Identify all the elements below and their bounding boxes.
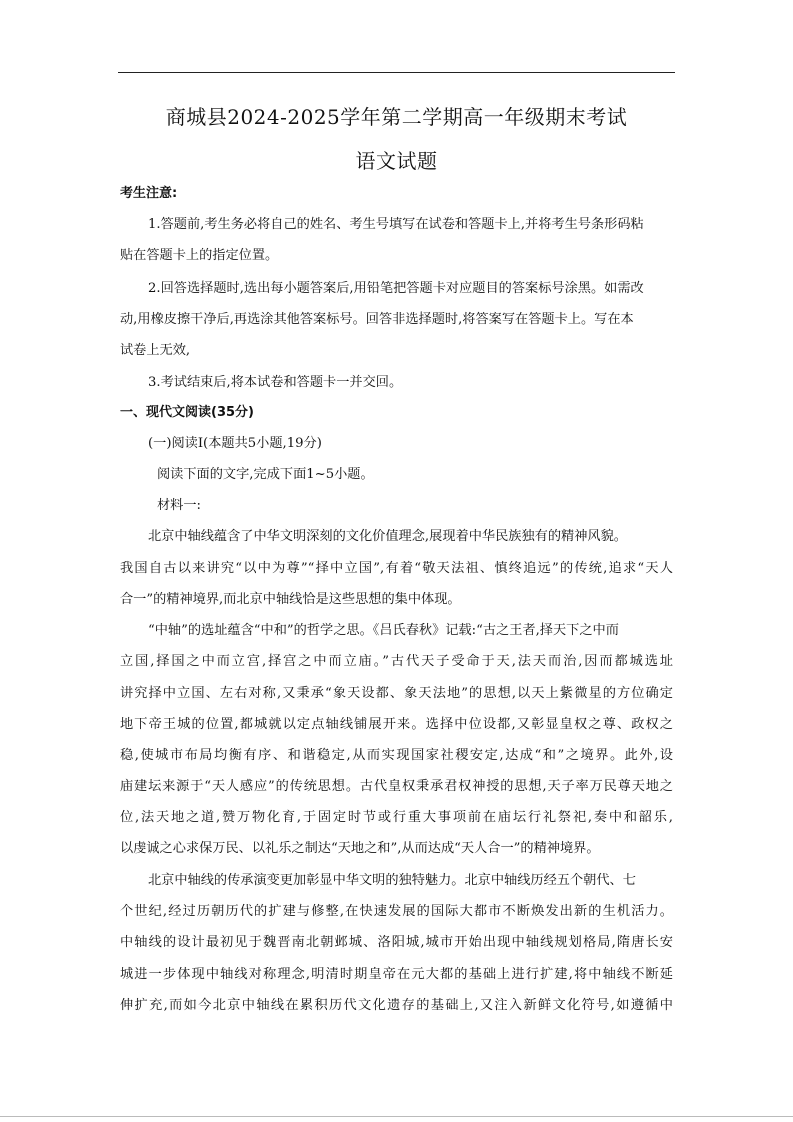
notice-line: 1.答题前,考生务必将自己的姓名、考生号填写在试卷和答题卡上,并将考生号条形码粘 bbox=[148, 217, 644, 232]
passage-line: 中轴线的设计最初见于魏晋南北朝邺城、洛阳城,城市开始出现中轴线规划格局,隋唐长安 bbox=[120, 935, 673, 950]
bottom-rule bbox=[0, 1116, 793, 1117]
passage-line: 稳,使城市布局均衡有序、和谐稳定,从而实现国家社稷安定,达成“和”之境界。此外,设 bbox=[120, 748, 673, 763]
passage-line: 位,法天地之道,赞万物化育,于固定时节或行重大事项前在庙坛行礼祭祀,奏中和韶乐, bbox=[120, 810, 673, 825]
notice-line: 动,用橡皮擦干净后,再选涂其他答案标号。回答非选择题时,将答案写在答题卡上。写在本 bbox=[120, 312, 634, 327]
exam-title: 商城县2024-2025学年第二学期高一年级期末考试 bbox=[165, 105, 628, 129]
passage-line: 我国自古以来讲究“以中为尊”“择中立国”,有着“敬天法祖、慎终追远”的传统,追求“天人 bbox=[120, 561, 673, 576]
passage-line: 以虔诚之心求保万民、以礼乐之制达“天地之和”,从而达成“天人合一”的精神境界。 bbox=[120, 841, 600, 856]
notice-heading: 考生注意: bbox=[120, 186, 178, 201]
passage-line: 个世纪,经过历朝历代的扩建与修整,在快速发展的国际大都市不断焕发出新的生机活力。 bbox=[120, 904, 673, 919]
passage-line: 北京中轴线蕴含了中华文明深刻的文化价值理念,展现着中华民族独有的精神风貌。 bbox=[148, 529, 627, 544]
section-heading: 一、现代文阅读(35分) bbox=[120, 405, 254, 420]
passage-line: 立国,择国之中而立宫,择宫之中而立庙。”古代天子受命于天,法天而治,因而都城选址 bbox=[120, 654, 673, 669]
passage-line: 庙建坛来源于“天人感应”的传统思想。古代皇权秉承君权神授的思想,天子率万民尊天地之 bbox=[120, 779, 673, 794]
passage-line: 城进一步体现中轴线对称理念,明清时期皇帝在元大都的基础上进行扩建,将中轴线不断延 bbox=[120, 967, 673, 982]
material-label: 材料一: bbox=[157, 498, 202, 513]
section-instruction: 阅读下面的文字,完成下面1~5小题。 bbox=[157, 467, 374, 482]
section-subheading: (一)阅读Ⅰ(本题共5小题,19分) bbox=[148, 436, 322, 451]
top-rule bbox=[118, 72, 675, 73]
passage-line: “中轴”的选址蕴含“中和”的哲学之思。《吕氏春秋》记载:“古之王者,择天下之中而 bbox=[148, 623, 619, 638]
passage-line: 讲究择中立国、左右对称,又秉承“象天设都、象天法地”的思想,以天上紫微星的方位确定 bbox=[120, 686, 673, 701]
passage-line: 伸扩充,而如今北京中轴线在累积历代文化遗存的基础上,又注入新鲜文化符号,如遵循中 bbox=[120, 998, 673, 1013]
notice-line: 3.考试结束后,将本试卷和答题卡一并交回。 bbox=[148, 375, 403, 390]
passage-line: 合一”的精神境界,而北京中轴线恰是这些思想的集中体现。 bbox=[120, 592, 461, 607]
notice-line: 2.回答选择题时,选出每小题答案后,用铅笔把答题卡对应题目的答案标号涂黑。如需改 bbox=[148, 281, 644, 296]
exam-subtitle: 语文试题 bbox=[355, 149, 438, 173]
notice-line: 试卷上无效, bbox=[120, 343, 191, 358]
passage-line: 地下帝王城的位置,都城就以定点轴线铺展开来。选择中位设都,又彰显皇权之尊、政权之 bbox=[120, 717, 673, 732]
notice-line: 贴在答题卡上的指定位置。 bbox=[120, 248, 279, 263]
passage-line: 北京中轴线的传承演变更加彰显中华文明的独特魅力。北京中轴线历经五个朝代、七 bbox=[148, 873, 636, 888]
